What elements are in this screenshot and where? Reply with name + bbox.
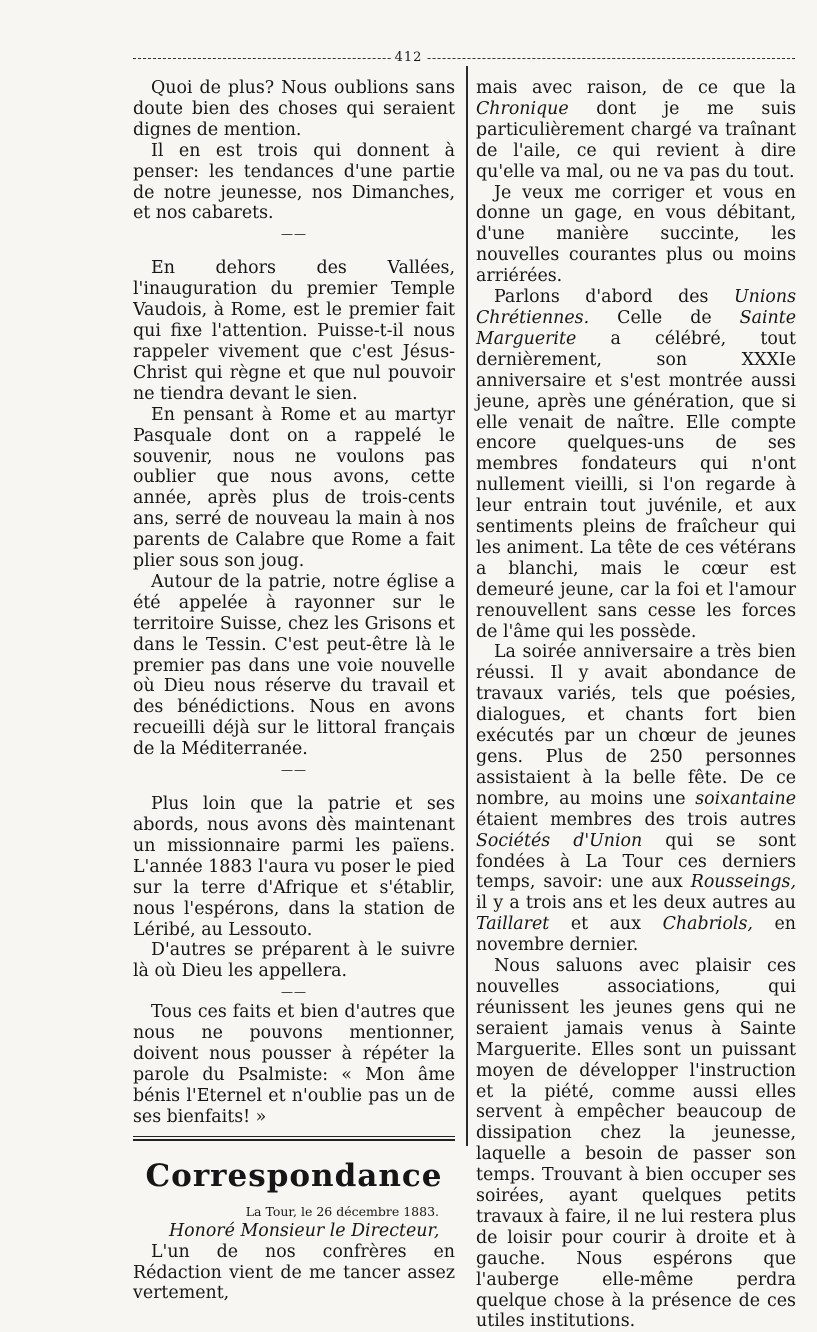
paragraph: Autour de la patrie, notre église a été appelée à rayonner sur le territoire Suisse, chez les Grisons et dans le Tessin. C'est peut-être là le premier pas dans une voie nouvelle où Dieu nous réserve du travail et des bénédictions. Nous en avons recueilli déjà sur le littoral français de la Méditerranée. [133, 571, 455, 760]
paragraph: D'autres se préparent à le suivre là où Dieu les appellera. [133, 940, 455, 982]
left-column [133, 78, 455, 1304]
section-separator: —— [281, 985, 307, 1000]
column-separator [466, 66, 468, 1146]
paragraph: En pensant à Rome et au martyr Pasquale dont on a rappelé le souvenir, nous ne voulons pas oublier que nous avons, cette année, après plus de trois-cents ans, serré de nouveau la main à nos parents de Calabre que Rome a fait plier sous son joug. [133, 404, 455, 572]
paragraph: L'un de nos confrères en Rédaction vient de me tancer assez vertement, [133, 1241, 455, 1304]
paragraph: Plus loin que la patrie et ses abords, nous avons dès maintenant un missionnaire parmi les païens. L'année 1883 l'aura vu poser le pied sur la terre d'Afrique et s'établir, nous l'espérons, dans la station de Léribé, au Lessouto. [133, 794, 455, 940]
double-rule [133, 1136, 455, 1141]
dateline: La Tour, le 26 décembre 1883. [245, 1203, 439, 1219]
section-title: Correspondance [145, 1157, 443, 1194]
paragraph: Tous ces faits et bien d'autres que nous ne pouvons mentionner, doivent nous pousser à répéter la parole du Psalmiste: « Mon âme bénis l'Eternel et n'oublie pas un de ses bienfaits! » [133, 1002, 455, 1127]
section-separator: —— [281, 227, 307, 242]
page-number: 412 [0, 50, 817, 65]
paragraph: Nous saluons avec plaisir ces nouvelles associations, qui réunissent les jeunes gens qui ne seraient jamais venus à Sainte Marguerite. Elles sont un puissant moyen de développer l'instruction et la piété, comme aussi elles servent à empêcher beaucoup de dissipation chez la jeunesse, laquelle a besoin de passer son temps. Trouvant à bien occuper ses soirées, ayant quelques petits travaux à faire, il ne lui restera plus de loisir pour courir à droite et à gauche. Nous espérons que l'auberge elle-même perdra quelque chose à la présence de ces utiles institutions. [476, 956, 796, 1332]
right-column [476, 78, 796, 1332]
paragraph: En dehors des Vallées, l'inauguration du premier Temple Vaudois, à Rome, est le premier fait qui fixe l'attention. Puisse-t-il nous rappeler vivement que c'est Jésus-Christ qui règne et que nul pouvoir ne tiendra devant le sien. [133, 258, 455, 404]
header-rule [133, 58, 795, 59]
paragraph: Je veux me corriger et vous en donne un gage, en vous débitant, d'une manière succinte, les nouvelles courantes plus ou moins arriérées. [476, 182, 796, 287]
salutation: Honoré Monsieur le Directeur, [169, 1220, 440, 1241]
paragraph: Quoi de plus? Nous oublions sans doute bien des choses qui seraient dignes de mention. [133, 78, 455, 140]
paragraph: Il en est trois qui donnent à penser: les tendances d'une partie de notre jeunesse, nos Dimanches, et nos cabarets. [133, 140, 455, 224]
paragraph: mais avec raison, de ce que la Chronique dont je me suis particulièrement chargé va traînant de l'aile, ce qui revient à dire qu'elle va mal, ou ne va pas du tout. [476, 78, 796, 182]
paragraph: Parlons d'abord des Unions Chrétiennes. Celle de Sainte Marguerite a célébré, tout dernièrement, son XXXIe anniversaire et s'est montrée aussi jeune, après une génération, que si elle venait de naître. Elle compte encore quelques-uns de ses membres fondateurs qui n'ont nullement vieilli, si l'on regarde à leur entrain tout juvénile, et aux sentiments pleins de fraîcheur qui les animent. La tête de ces vétérans a blanchi, mais le cœur est demeuré jeune, car la foi et l'amour renouvellent sans cesse les forces de l'âme qui les possède. [476, 287, 796, 642]
paragraph: La soirée anniversaire a très bien réussi. Il y avait abondance de travaux variés, tels que poésies, dialogues, et chants fort bien exécutés par un chœur de jeunes gens. Plus de 250 personnes assistaient à la belle fête. De ce nombre, au moins une soixantaine étaient membres des trois autres Sociétés d'Union qui se sont fondées à La Tour ces derniers temps, savoir: une aux Rousseings, il y a trois ans et les deux autres au Taillaret et aux Chabriols, en novembre dernier. [476, 642, 796, 956]
section-separator: —— [281, 763, 307, 778]
